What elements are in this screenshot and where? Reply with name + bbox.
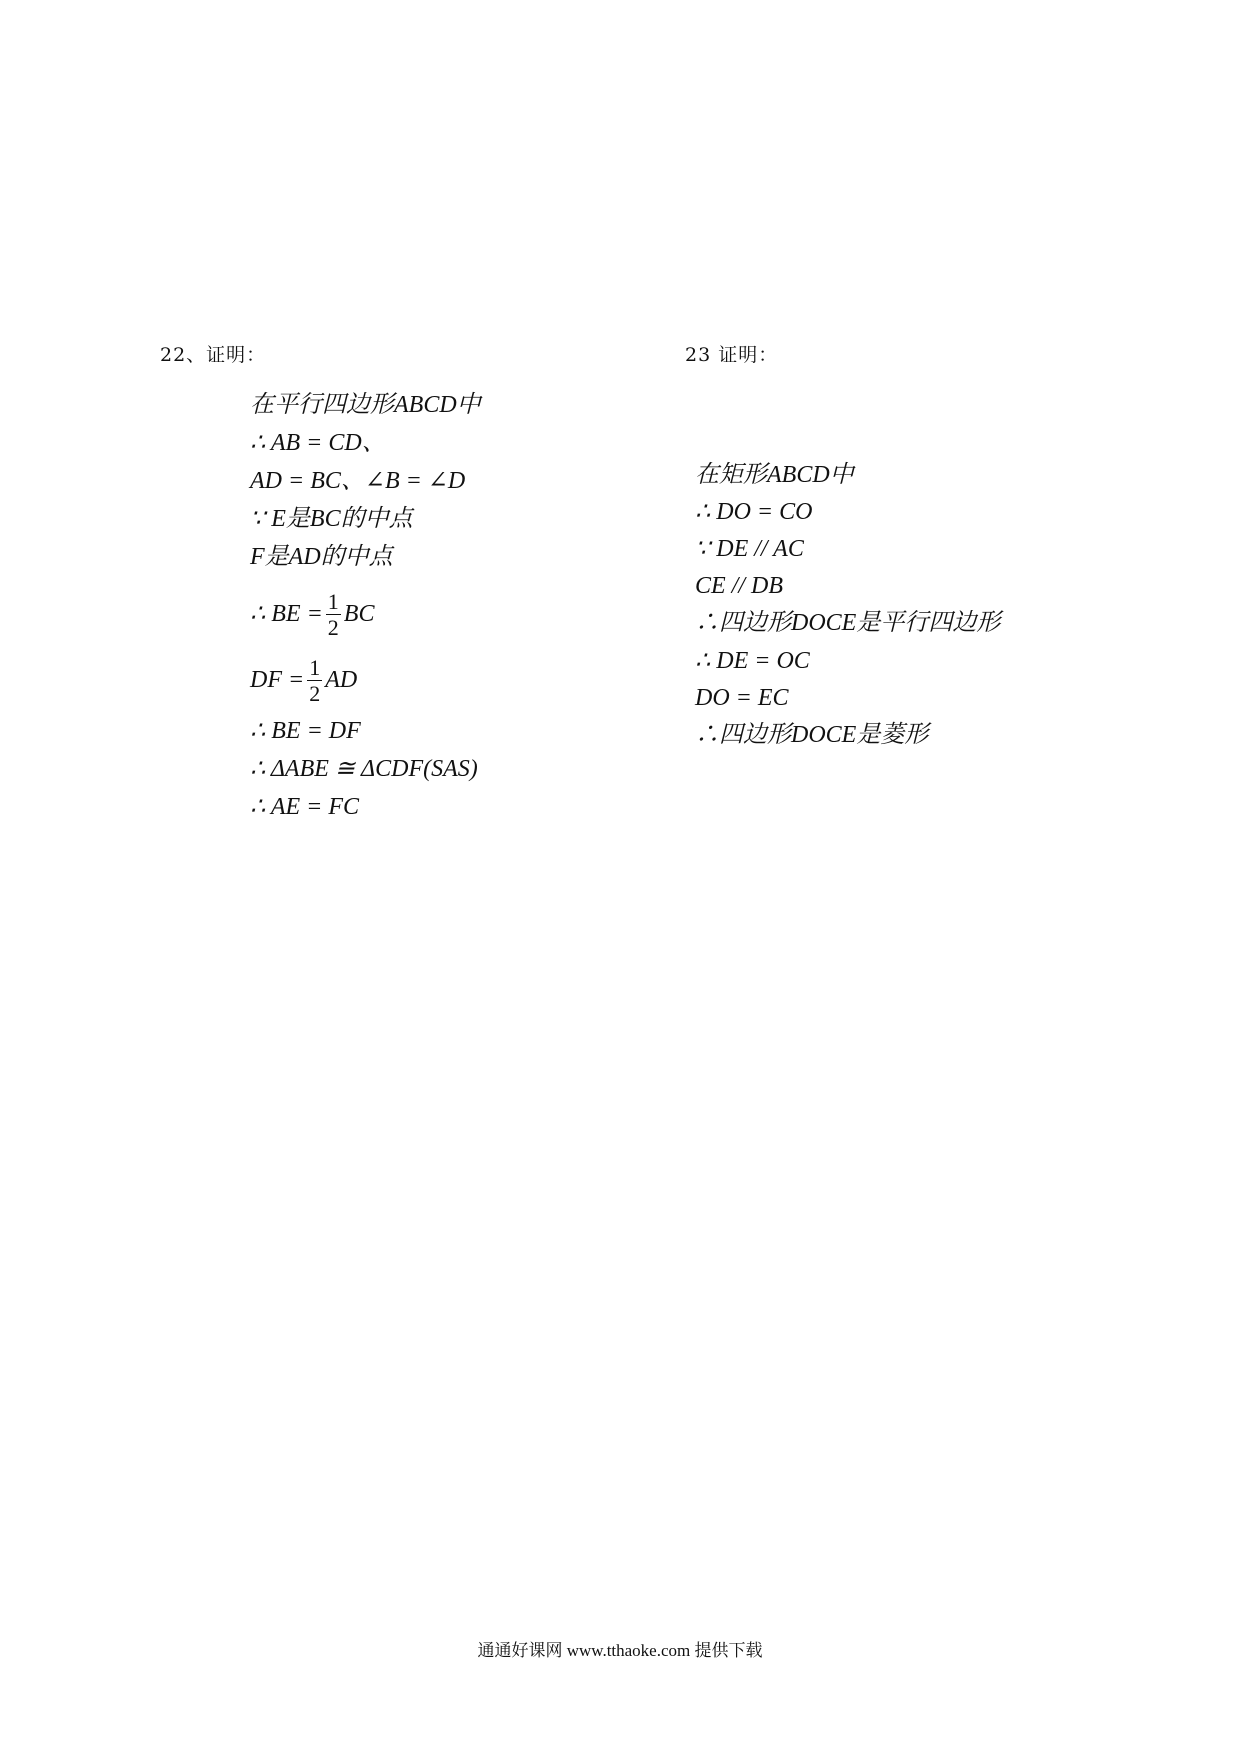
q22-heading: 22、证明： [160,344,267,366]
fraction-half [326,591,341,639]
q23-line-6: ∴ DE = OC [695,648,810,674]
q23-line-8: ∴四边形DOCE是菱形 [695,722,929,748]
fraction-denominator: 2 [309,681,321,707]
q23-proof [695,460,1075,760]
q22-proof [250,390,670,830]
q22-line-10: ∴ AE = FC [250,794,360,820]
q22-line-2: ∴ AB = CD、 [250,430,386,456]
q22-line-3: AD = BC、∠B = ∠D [250,468,466,494]
q23-line-5: ∴四边形DOCE是平行四边形 [695,610,1001,636]
q22-line-8: ∴ BE = DF [250,718,361,744]
page-footer: 通通好课网 www.tthaoke.com 提供下载 [477,1641,763,1660]
q23-line-4: CE // DB [695,573,783,599]
fraction-numerator: 1 [327,589,339,615]
q22-line-7 [250,652,357,708]
q22-line-6-lhs: ∴ BE = [250,601,323,627]
fraction-denominator: 2 [327,615,339,641]
q23-line-1: 在矩形ABCD中 [695,462,854,488]
q22-line-4: ∵ E是BC的中点 [250,506,413,532]
q23-line-7: DO = EC [695,685,789,711]
q23-line-2: ∴ DO = CO [695,499,813,525]
q22-line-6 [250,586,374,642]
q23-line-3: ∵ DE // AC [695,536,804,562]
q22-line-7-rhs: AD [325,667,358,693]
fraction-half [307,657,322,705]
q23-heading: 23 证明： [685,344,779,366]
fraction-numerator: 1 [309,655,321,681]
q22-line-9: ∴ ΔABE ≅ ΔCDF(SAS) [250,756,478,782]
q22-line-7-lhs: DF = [250,667,305,693]
q22-line-6-rhs: BC [343,601,375,627]
q22-line-1: 在平行四边形ABCD中 [250,392,481,418]
q22-line-5: F是AD的中点 [250,544,393,570]
